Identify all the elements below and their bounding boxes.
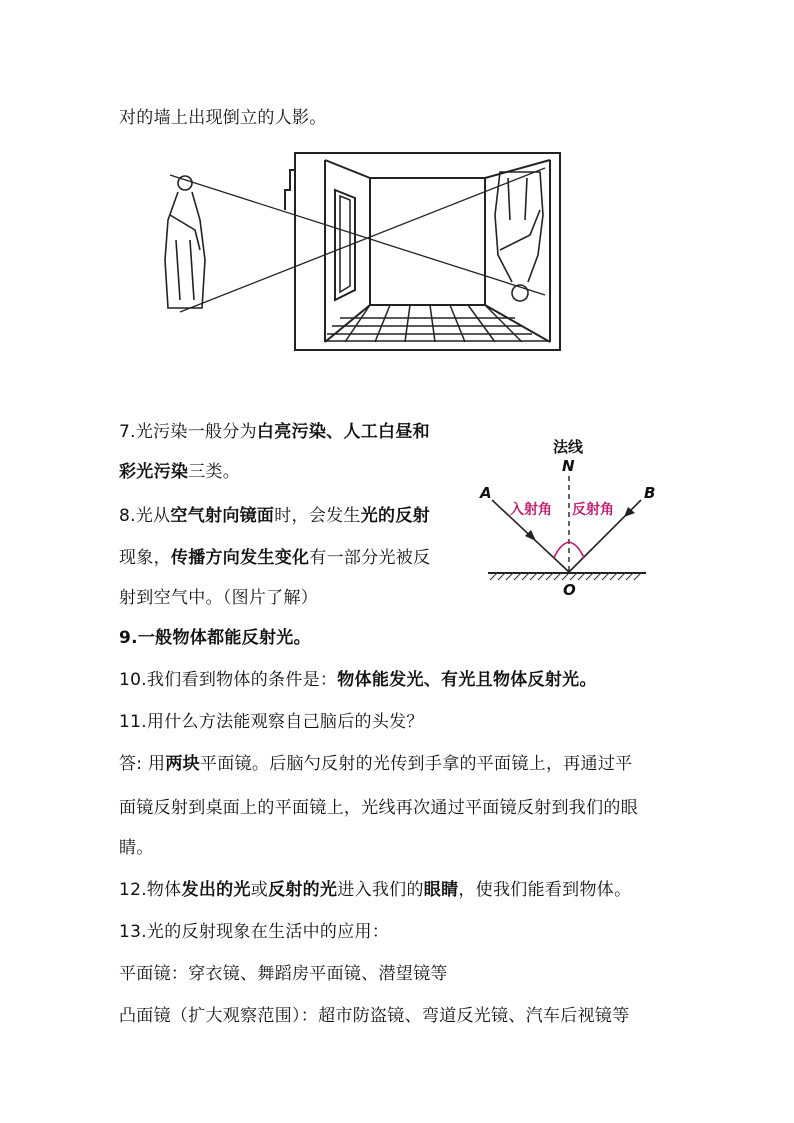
item-8-text-c: 时，会发生 bbox=[274, 506, 361, 526]
item-11-answer-3: 睛。 bbox=[119, 838, 154, 858]
item-11-answer-2: 面镜反射到桌面上的平面镜上，光线再次通过平面镜反射到我们的眼 bbox=[119, 798, 638, 818]
item-12-bold-d: 反射的光 bbox=[268, 880, 338, 900]
item-8-bold-d: 光的反射 bbox=[360, 506, 430, 526]
item-10 bbox=[119, 668, 597, 692]
n-label: N bbox=[562, 457, 575, 475]
camera-obscura-illustration bbox=[150, 150, 570, 360]
incident-angle-label: 入射角 bbox=[510, 502, 552, 518]
item-7-line-2 bbox=[119, 460, 240, 484]
item-10-bold: 物体能发光、有光且物体反射光。 bbox=[337, 670, 597, 690]
item-8-text-e: 现象， bbox=[119, 548, 171, 568]
a-label: A bbox=[480, 484, 492, 502]
item-11-question: 11.用什么方法能观察自己脑后的头发？ bbox=[119, 712, 424, 732]
item-13-plane-mirror: 平面镜：穿衣镜、舞蹈房平面镜、潜望镜等 bbox=[119, 964, 448, 984]
item-12-text-g: ，使我们能看到物体。 bbox=[458, 880, 632, 900]
item-7-text-2: 三类。 bbox=[188, 462, 241, 482]
item-7-line-1 bbox=[119, 420, 430, 444]
item-7-bold: 白亮污染、人工白昼和 bbox=[256, 422, 430, 442]
item-7-bold-2: 彩光污染 bbox=[119, 462, 189, 482]
item-13-convex-mirror: 凸面镜（扩大观察范围）：超市防盗镜、弯道反光镜、汽车后视镜等 bbox=[119, 1006, 630, 1026]
b-label: B bbox=[644, 484, 656, 502]
o-label: O bbox=[563, 581, 576, 599]
item-12-bold-f: 眼睛 bbox=[423, 880, 459, 900]
item-8-line-3: 射到空气中。（图片了解） bbox=[119, 588, 319, 608]
item-10-text: 10.我们看到物体的条件是： bbox=[119, 670, 338, 690]
mirror-hatching bbox=[490, 573, 641, 580]
item-8-line-2 bbox=[119, 546, 430, 570]
item-7-text: 7.光污染一般分为 bbox=[119, 422, 257, 442]
item-13-title: 13.光的反射现象在生活中的应用： bbox=[119, 922, 390, 942]
item-9: 9.一般物体都能反射光。 bbox=[119, 628, 311, 648]
item-12-text-a: 12.物体 bbox=[119, 880, 182, 900]
item-8-text-g: 有一部分光被反 bbox=[309, 548, 431, 568]
item-11-answer-rest: 平面镜。后脑勺反射的光传到手拿的平面镜上，再通过平 bbox=[199, 754, 633, 774]
incident-angle-arc bbox=[554, 542, 569, 558]
reflection-diagram bbox=[478, 430, 656, 600]
item-8-line-1 bbox=[119, 504, 430, 528]
item-8-text-a: 8.光从 bbox=[119, 506, 171, 526]
item-8-bold-b: 空气射向镜面 bbox=[170, 506, 275, 526]
item-12 bbox=[119, 878, 631, 902]
normal-label: 法线 bbox=[553, 438, 584, 456]
item-8-bold-f: 传播方向发生变化 bbox=[170, 548, 310, 568]
item-12-bold-b: 发出的光 bbox=[181, 880, 251, 900]
intro-text: 对的墙上出现倒立的人影。 bbox=[119, 108, 327, 128]
reflection-angle-label: 反射角 bbox=[572, 502, 614, 518]
item-12-text-c: 或 bbox=[250, 880, 269, 900]
reflection-angle-arc bbox=[569, 542, 584, 558]
item-11-answer-prefix: 答: 用 bbox=[119, 754, 166, 774]
item-11-bold: 两块 bbox=[165, 754, 200, 774]
item-11-answer-1 bbox=[119, 752, 632, 776]
item-12-text-e: 进入我们的 bbox=[337, 880, 424, 900]
